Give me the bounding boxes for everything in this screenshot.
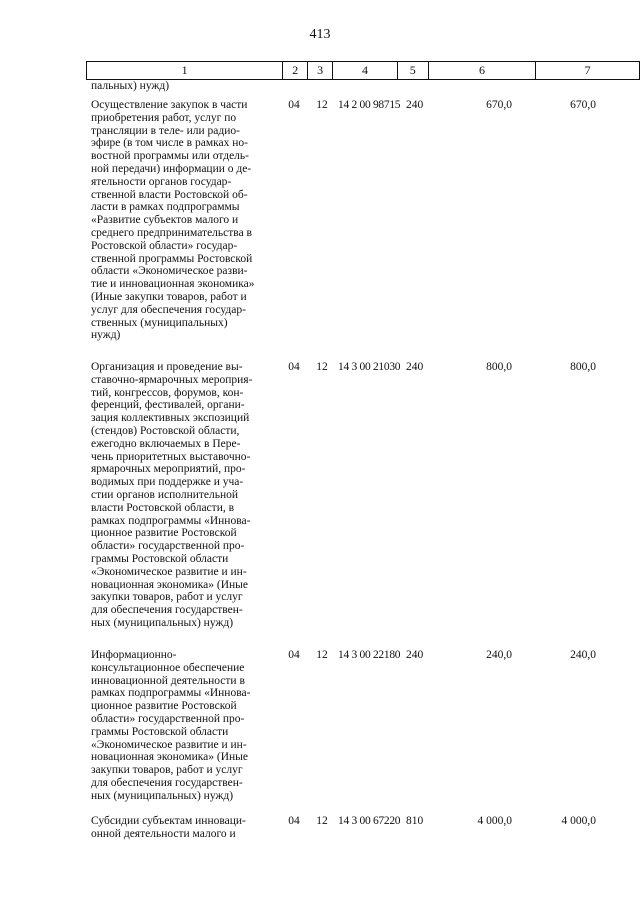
row-section: 04 [288, 815, 300, 827]
row-target-item: 14 3 00 22180 [338, 649, 401, 661]
row-amount-1: 670,0 [486, 99, 512, 111]
row-description: Организация и проведение вы- ставочно-ярмарочных мероприя- тий, конгрессов, форумов, кон- ференций, фестивалей, органи- зация коллективных экспозиций (стендов) Ростовской области, ежегодно включаемых в Пере- чень приоритетных выставочно- ярмарочных мероприятий, про- водимых при поддержке и уча- стии органов исполнительной власти Ростовской области, в рамках подпрограммы «Иннова- ционное развитие Ростовской области» государственной про- граммы Ростовской области «Экономическое развитие и ин- новационная экономика» (Иные закупки товаров, работ и услуг для обеспечения государствен- ных (муниципальных) нужд) [91, 361, 253, 629]
row-target-item: 14 3 00 21030 [338, 361, 401, 373]
header-col-2: 2 [283, 62, 308, 80]
row-section: 04 [288, 99, 300, 111]
row-subsection: 12 [316, 815, 328, 827]
row-target-item: 14 2 00 98715 [338, 99, 401, 111]
row-expense-type: 240 [406, 649, 424, 661]
row-description: Субсидии субъектам инноваци- онной деятельности малого и [91, 815, 246, 840]
row-subsection: 12 [316, 649, 328, 661]
row-amount-2: 240,0 [570, 649, 596, 661]
row-expense-type: 240 [406, 99, 424, 111]
row-amount-1: 800,0 [486, 361, 512, 373]
page-number: 413 [309, 27, 331, 42]
row-subsection: 12 [316, 99, 328, 111]
header-col-5: 5 [397, 62, 428, 80]
row-amount-2: 800,0 [570, 361, 596, 373]
header-col-6: 6 [428, 62, 536, 80]
row-amount-2: 4 000,0 [561, 815, 596, 827]
row-subsection: 12 [316, 361, 328, 373]
row-amount-2: 670,0 [570, 99, 596, 111]
continuation-text: пальных) нужд) [91, 80, 170, 92]
header-col-4: 4 [333, 62, 398, 80]
header-col-3: 3 [308, 62, 333, 80]
row-description: Информационно- консультационное обеспечение инновационной деятельности в рамках подпрограммы «Иннова- ционное развитие Ростовской области» государственной про- граммы Ростовской области «Экономическое развитие и ин- новационная экономика» (Иные закупки товаров, работ и услуг для обеспечения государствен- ных (муниципальных) нужд) [91, 649, 251, 802]
row-amount-1: 240,0 [486, 649, 512, 661]
row-section: 04 [288, 361, 300, 373]
row-expense-type: 240 [406, 361, 424, 373]
header-col-1: 1 [87, 62, 283, 80]
row-target-item: 14 3 00 67220 [338, 815, 401, 827]
row-section: 04 [288, 649, 300, 661]
row-expense-type: 810 [406, 815, 424, 827]
header-col-7: 7 [536, 62, 640, 80]
row-description: Осуществление закупок в части приобретения работ, услуг по трансляции в теле- или радио- эфире (в том числе в рамках но- востной программы или отдель- ной передачи) информации о де- ятельности органов государ- ственной власти Ростовской об- ласти в рамках подпрограммы «Развитие субъектов малого и среднего предпринимательства в Ростовской области» государ- ственной программы Ростовской области «Экономическое разви- тие и инновационная экономика» (Иные закупки товаров, работ и услуг для обеспечения государ- ственных (муниципальных) нужд) [91, 99, 255, 342]
row-amount-1: 4 000,0 [477, 815, 512, 827]
table-header [86, 61, 640, 80]
